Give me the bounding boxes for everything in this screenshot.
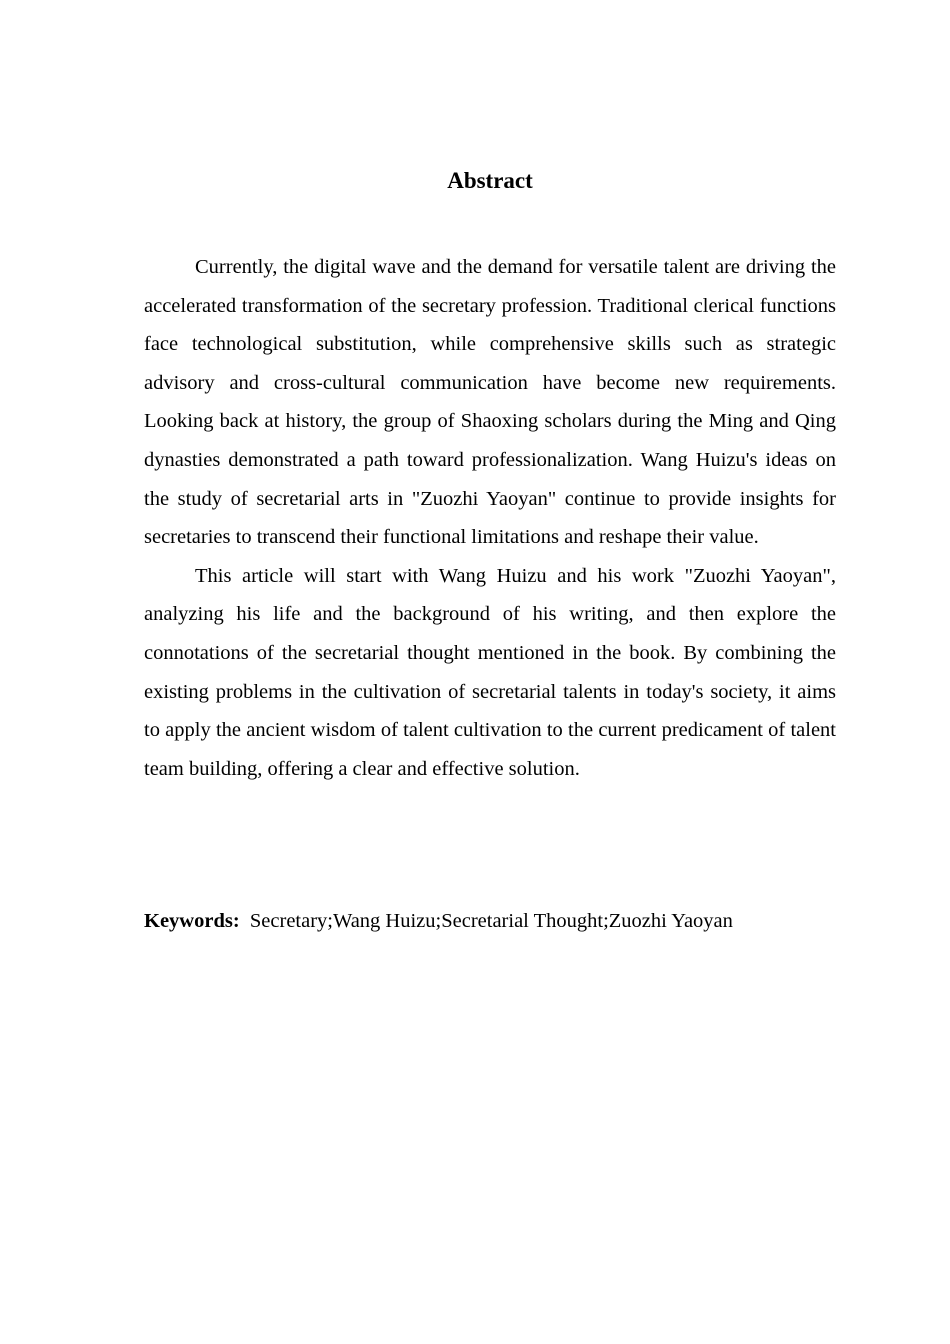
keywords-line [144,906,844,936]
abstract-body [144,248,836,788]
abstract-paragraph-1: Currently, the digital wave and the demand for versatile talent are driving the accelerated transformation of the secretary profession. Traditional clerical functions face technological substitution, while comprehensive skills such as strategic advisory and cross-cultural communication have become new requirements. Looking back at history, the group of Shaoxing scholars during the Ming and Qing dynasties demonstrated a path toward professionalization. Wang Huizu's ideas on the study of secretarial arts in "Zuozhi Yaoyan" continue to provide insights for secretaries to transcend their functional limitations and reshape their value. [144,256,836,549]
keywords-value: Secretary;Wang Huizu;Secretarial Thought;Zuozhi Yaoyan [249,910,733,932]
abstract-title: Abstract [447,168,533,193]
abstract-paragraph-2: This article will start with Wang Huizu and his work "Zuozhi Yaoyan", analyzing his life and the background of his writing, and then explore the connotations of the secretarial thought mentioned in the book. By combining the existing problems in the cultivation of secretarial talents in today's society, it aims to apply the ancient wisdom of talent cultivation to the current predicament of talent team building, offering a clear and effective solution. [144,564,836,780]
keywords-label: Keywords: [144,910,240,932]
